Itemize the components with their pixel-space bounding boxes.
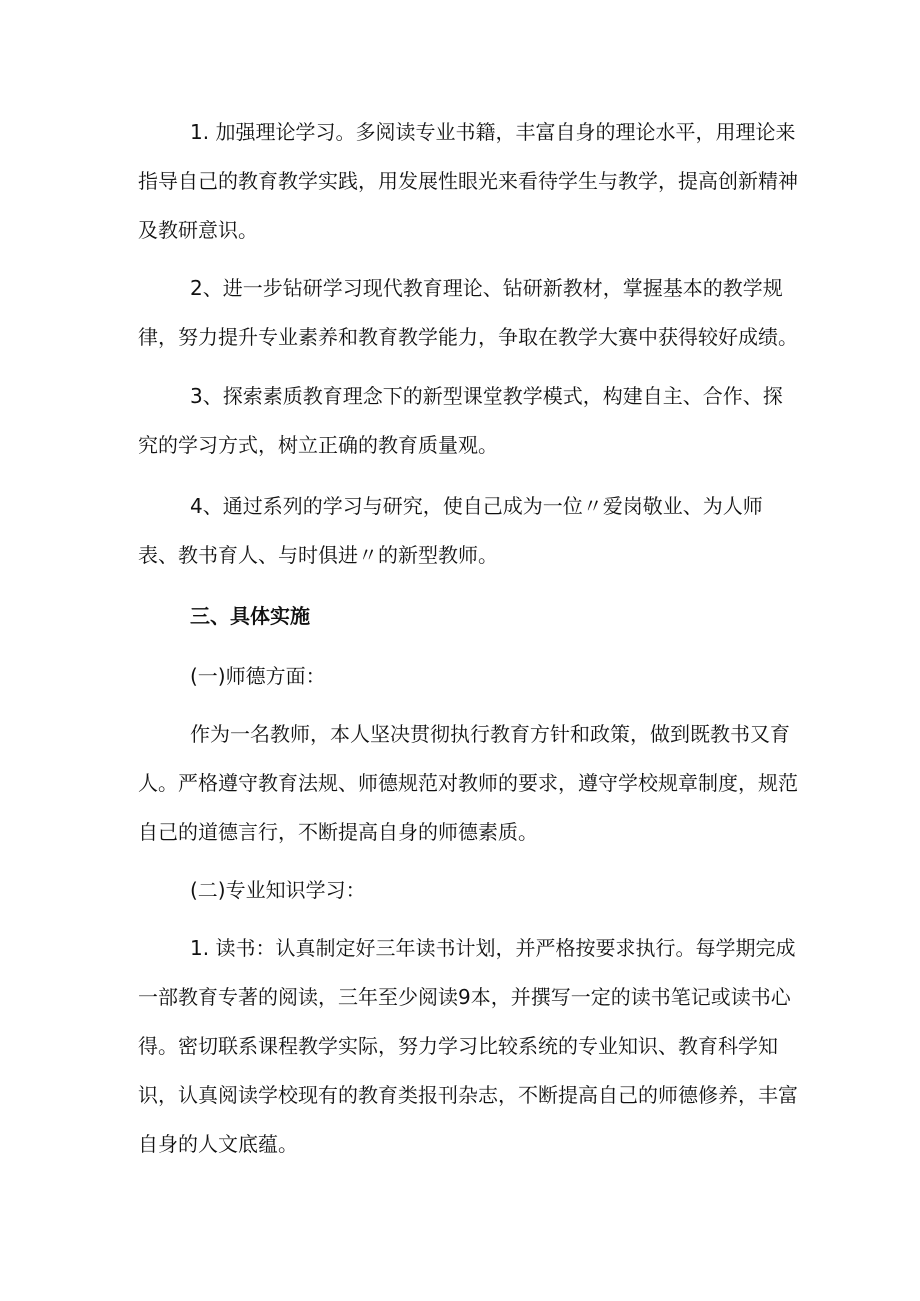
paragraph-goal-3: 3、探索素质教育理念下的新型课堂教学模式，构建自主、合作、探究的学习方式，树立正确的教育质量观。 bbox=[138, 384, 783, 457]
paragraph-ethics: 作为一名教师，本人坚决贯彻执行教育方针和政策，做到既教书又育人。严格遵守教育法规、师德规范对教师的要求，遵守学校规章制度，规范自己的道德言行，不断提高自身的师德素质。 bbox=[138, 722, 798, 844]
subsection-heading-ethics: (一)师德方面： bbox=[190, 664, 326, 688]
paragraph-reading: 1. 读书：认真制定好三年读书计划，并严格按要求执行。每学期完成一部教育专著的阅读，三年至少阅读9本，并撰写一定的读书笔记或读书心得。密切联系课程教学实际，努力学习比较系统的专业知识、教育科学知识，认真阅读学校现有的教育类报刊杂志，不断提高自己的师德修养，丰富自身的人文底蕴。 bbox=[138, 936, 798, 1156]
subsection-heading-knowledge: (二)专业知识学习： bbox=[190, 878, 366, 902]
section-heading-implementation: 三、具体实施 bbox=[190, 604, 310, 628]
paragraph-goal-4: 4、通过系列的学习与研究，使自己成为一位〃爱岗敬业、为人师表、教书育人、与时俱进〃的新型教师。 bbox=[138, 494, 763, 567]
paragraph-goal-2: 2、进一步钻研学习现代教育理论、钻研新教材，掌握基本的教学规律，努力提升专业素养和教育教学能力，争取在教学大赛中获得较好成绩。 bbox=[138, 276, 798, 349]
paragraph-goal-1: 1. 加强理论学习。多阅读专业书籍，丰富自身的理论水平，用理论来指导自己的教育教学实践，用发展性眼光来看待学生与教学，提高创新精神及教研意识。 bbox=[138, 120, 798, 242]
